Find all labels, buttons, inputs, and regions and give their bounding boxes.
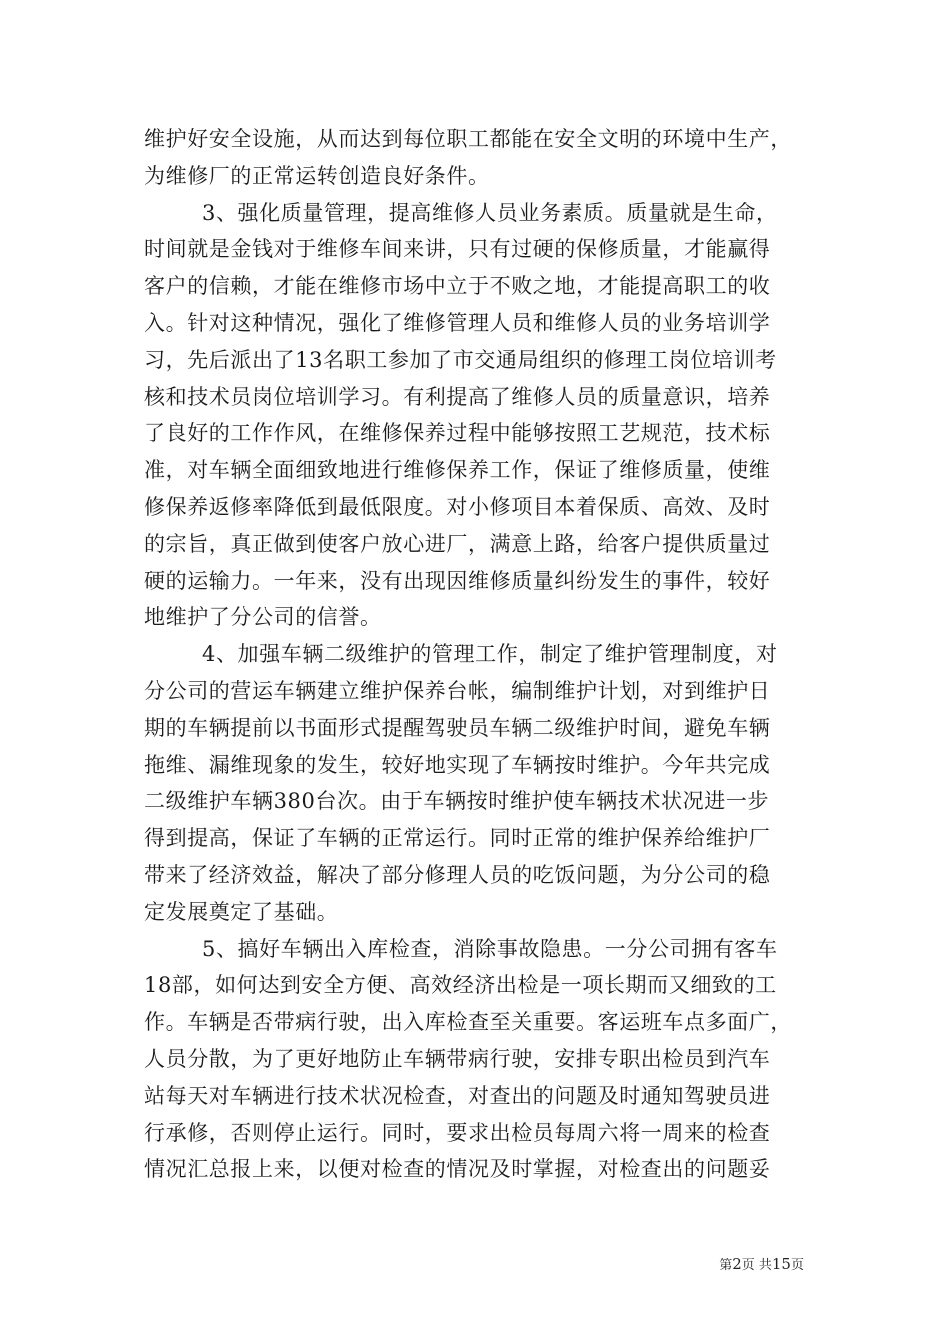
text-line: 的宗旨，真正做到使客户放心进厂，满意上路，给客户提供质量过 — [144, 531, 771, 556]
text-line: 分公司的营运车辆建立维护保养台帐，编制维护计划，对到维护日 — [144, 678, 771, 703]
text-line: 拖维、漏维现象的发生，较好地实现了车辆按时维护。今年共完成 — [144, 752, 771, 777]
text-line: 准，对车辆全面细致地进行维修保养工作，保证了维修质量，使维 — [144, 458, 771, 483]
text-line: 5、搞好车辆出入库检查，消除事故隐患。一分公司拥有客车 — [202, 936, 778, 961]
text-line: 为维修厂的正常运转创造良好条件。 — [144, 163, 490, 188]
text-line: 期的车辆提前以书面形式提醒驾驶员车辆二级维护时间，避免车辆 — [144, 715, 771, 740]
text-line: 了良好的工作作风，在维修保养过程中能够按照工艺规范，技术标 — [144, 421, 771, 446]
text-line: 地维护了分公司的信誉。 — [144, 605, 382, 630]
text-line: 作。车辆是否带病行驶，出入库检查至关重要。客运班车点多面广， — [144, 1010, 792, 1035]
footer-middle: 页 共 — [741, 1258, 772, 1273]
text-line: 4、加强车辆二级维护的管理工作，制定了维护管理制度，对 — [202, 642, 778, 667]
page-footer — [719, 1254, 804, 1273]
text-line: 客户的信赖，才能在维修市场中立于不败之地，才能提高职工的收 — [144, 274, 771, 299]
text-line: 核和技术员岗位培训学习。有利提高了维修人员的质量意识，培养 — [144, 384, 771, 409]
text-line: 人员分散，为了更好地防止车辆带病行驶，安排专职出检员到汽车 — [144, 1046, 771, 1071]
text-line: 入。针对这种情况，强化了维修管理人员和维修人员的业务培训学 — [144, 310, 771, 335]
page-number: 2 — [732, 1255, 742, 1273]
text-line: 行承修，否则停止运行。同时，要求出检员每周六将一周来的检查 — [144, 1120, 771, 1145]
text-line: 维护好安全设施，从而达到每位职工都能在安全文明的环境中生产， — [144, 127, 792, 151]
footer-suffix: 页 — [790, 1258, 804, 1273]
text-line: 硬的运输力。一年来，没有出现因维修质量纠纷发生的事件，较好 — [144, 568, 771, 593]
footer-prefix: 第 — [719, 1258, 733, 1273]
text-line: 二级维护车辆380台次。由于车辆按时维护使车辆技术状况进一步 — [144, 789, 770, 814]
text-line: 站每天对车辆进行技术状况检查，对查出的问题及时通知驾驶员进 — [144, 1083, 771, 1108]
text-line: 情况汇总报上来，以便对检查的情况及时掌握，对检查出的问题妥 — [144, 1157, 771, 1182]
text-line: 带来了经济效益，解决了部分修理人员的吃饭问题，为分公司的稳 — [144, 862, 771, 887]
text-line: 定发展奠定了基础。 — [144, 899, 339, 924]
text-line: 时间就是金钱对于维修车间来讲，只有过硬的保修质量，才能赢得 — [144, 237, 771, 262]
text-line: 18部，如何达到安全方便、高效经济出检是一项长期而又细致的工 — [144, 973, 777, 998]
text-line: 3、强化质量管理，提高维修人员业务素质。质量就是生命， — [202, 200, 778, 225]
text-line: 修保养返修率降低到最低限度。对小修项目本着保质、高效、及时 — [144, 494, 771, 519]
document-body — [144, 121, 806, 1188]
total-pages: 15 — [771, 1255, 791, 1273]
text-line: 得到提高，保证了车辆的正常运行。同时正常的维护保养给维护厂 — [144, 826, 771, 851]
text-line: 习，先后派出了13名职工参加了市交通局组织的修理工岗位培训考 — [144, 347, 777, 372]
